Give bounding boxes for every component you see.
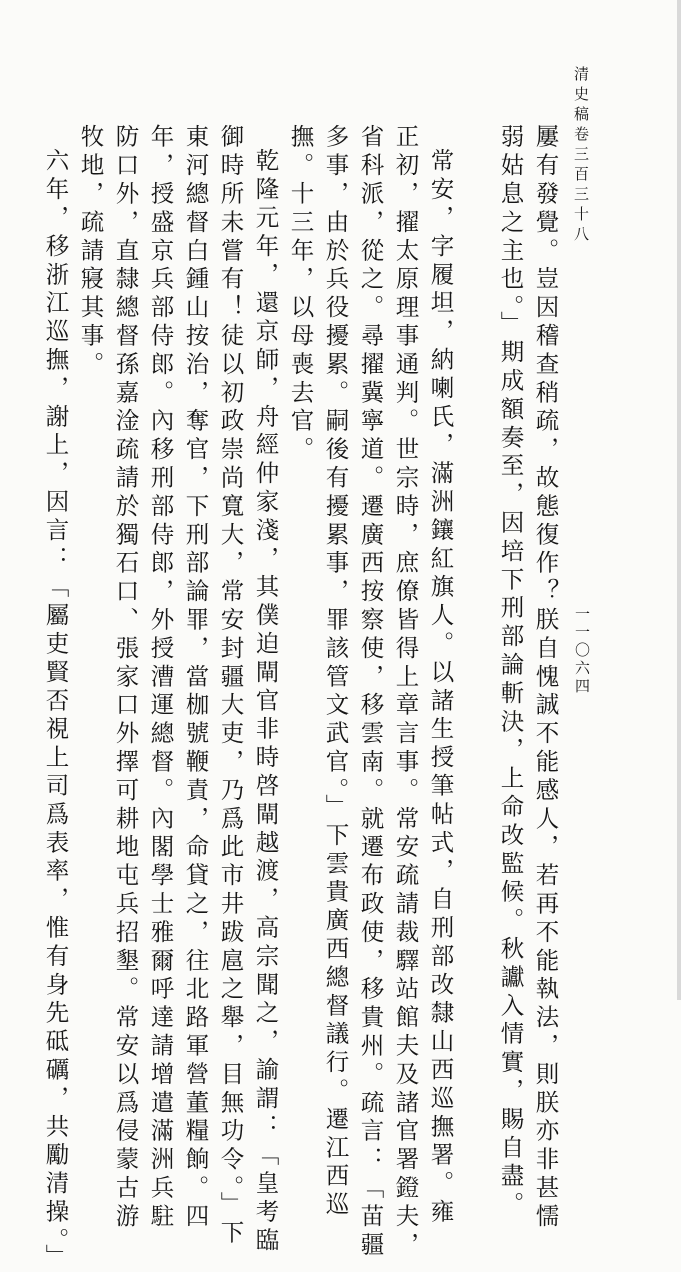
text-column-14: 牧地，疏請寢其事。 [76, 124, 105, 380]
text-column-7: 多事，由於兵役擾累。嗣後有擾累事，罪該管文武官。」下雲貴廣西總督議行。遷江西巡 [321, 124, 350, 1220]
text-column-11: 東河總督白鍾山按治，奪官，下刑部論罪，當枷號鞭責，命貸之，往北路軍營董糧餉。四 [181, 124, 210, 1232]
text-column-9: 乾隆元年，還京師，舟經仲家淺，其僕迫閘官非時啓閘越渡，高宗聞之，諭謂：「皇考臨 [251, 148, 280, 1256]
text-column-4: 常安，字履坦，納喇氏，滿洲鑲紅旗人。以諸生授筆帖式，自刑部改隸山西巡撫署。雍 [426, 148, 455, 1228]
text-column-12: 年，授盛京兵部侍郎。內移刑部侍郎，外授漕運總督。內閣學士雅爾呼達請增遣滿洲兵駐 [146, 124, 175, 1232]
text-column-13: 防口外，直隸總督孫嘉淦疏請於獨石口、張家口外擇可耕地屯兵招墾。常安以爲侵蒙古游 [111, 124, 140, 1232]
text-column-10: 御時所未嘗有！徒以初政崇尚寬大，常安封疆大吏，乃爲此市井跋扈之舉，目無功令。」下 [216, 124, 245, 1249]
text-column-15: 六年，移浙江巡撫，謝上，因言：「屬吏賢否視上司爲表率，惟有身先砥礪，共勵清操。」 [41, 148, 70, 1272]
text-column-6: 省科派，從之。尋擢冀寧道。遷廣西按察使，移雲南。就遷布政使，移貴州。疏言：「苗疆 [356, 124, 385, 1260]
page-edge [677, 0, 681, 1000]
page-number: 一一〇六四 [573, 606, 591, 696]
running-header-title: 清史稿卷三百三十八 [572, 66, 590, 246]
text-column-1: 屢有發覺。豈因稽查稍疏，故態復作？朕自愧誠不能感人，若再不能執法，則朕亦非甚懦 [531, 124, 560, 1232]
text-column-8: 撫。十三年，以母喪去官。 [286, 124, 315, 465]
text-column-2: 弱姑息之主也。」期成額奏至，因培下刑部論斬決，上命改監候。秋讞入情實，賜自盡。 [496, 124, 525, 1220]
text-column-5: 正初，擢太原理事通判。世宗時，庶僚皆得上章言事。常安疏請裁驛站館夫及諸官署鐙夫， [391, 124, 420, 1260]
